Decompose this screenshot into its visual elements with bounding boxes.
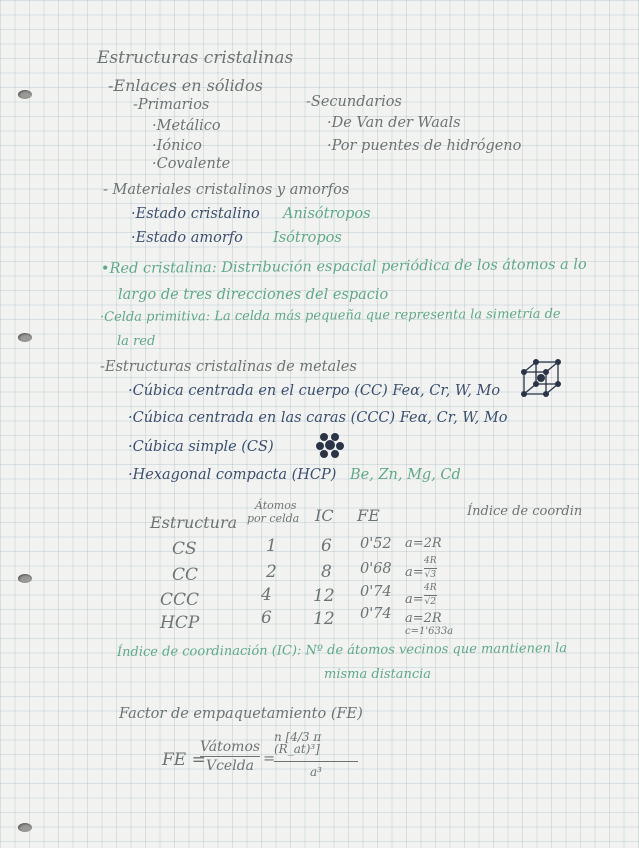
table-cell-atomos: 6	[261, 608, 272, 628]
table-cell-ic: 8	[321, 562, 332, 582]
hcp-item: ·Hexagonal compacta (HCP)	[128, 467, 337, 483]
table-cell-fe: 0'52	[360, 536, 392, 552]
table-header-estructura: Estructura	[150, 513, 238, 532]
table-cell-c: c=1'633a	[405, 626, 454, 637]
red-cristalina-line2: largo de tres direcciones del espacio	[118, 287, 389, 303]
enlaces-heading: -Enlaces en sólidos	[108, 76, 263, 95]
table-header-fe: FE	[357, 506, 380, 525]
ccc-item: ·Cúbica centrada en las caras (CCC) Feα, Cr, W, Mo	[128, 410, 508, 426]
fraction-denominator: √3	[424, 570, 436, 580]
formula-equals: =	[263, 751, 276, 767]
table-cell-a: a=2R	[405, 536, 442, 551]
table-cell-estructura: CC	[172, 565, 199, 585]
table-cell-atomos: 1	[266, 536, 277, 556]
bcc-cube-drawing	[520, 358, 564, 398]
punch-hole	[18, 574, 32, 583]
estado-amorfo-label: ·Estado amorfo	[131, 230, 243, 246]
fraction-numerator: Vátomos	[199, 739, 261, 755]
table-cell-fe: 0'74	[360, 584, 392, 600]
cc-item: ·Cúbica centrada en el cuerpo (CC) Feα, Cr, W, Mo	[128, 383, 501, 399]
anisotropos-note: Anisótropos	[283, 206, 371, 222]
fraction-denominator: Vcelda	[205, 758, 255, 774]
cs-item: ·Cúbica simple (CS)	[128, 439, 274, 455]
formula-lhs: FE =	[162, 750, 206, 770]
page-title: Estructuras cristalinas	[97, 48, 294, 68]
table-cell-atomos: 2	[266, 562, 277, 582]
punch-hole	[18, 90, 32, 99]
fraction-numerator: 4R	[424, 556, 437, 566]
red-cristalina-line1: •Red cristalina: Distribución espacial periódica de los átomos a lo	[100, 256, 587, 277]
van-der-waals-item: ·De Van der Waals	[327, 115, 461, 131]
fraction-numerator: n [4/3 π (R_at)³]	[274, 730, 322, 756]
table-cell-ic: 12	[313, 609, 335, 629]
table-header-atomos: Átomos	[255, 499, 297, 512]
celda-primitiva-line2: la red	[117, 334, 156, 349]
table-cell-fe: 0'68	[360, 561, 392, 577]
metalico-item: ·Metálico	[152, 118, 221, 134]
table-cell-estructura: CS	[172, 539, 197, 559]
table-cell-estructura: HCP	[160, 613, 200, 633]
fraction-numerator: 4R	[424, 583, 437, 593]
table-cell-ic: 12	[313, 586, 335, 606]
table-cell-a-fraction	[424, 557, 437, 580]
table-header-indice: Índice de coordin	[467, 504, 583, 519]
table-cell-a: a=	[405, 565, 424, 580]
formula-fraction-volumes	[200, 740, 260, 773]
table-cell-a-fraction	[424, 584, 437, 607]
table-cell-estructura: CCC	[160, 590, 200, 610]
isotropos-note: Isótropos	[273, 230, 342, 246]
estado-cristalino-label: ·Estado cristalino	[131, 206, 260, 222]
metales-heading: -Estructuras cristalinas de metales	[100, 359, 357, 375]
simple-cubic-atoms-drawing	[316, 431, 344, 459]
fraction-denominator: √2	[424, 597, 436, 607]
covalente-item: ·Covalente	[152, 156, 231, 172]
materiales-heading: - Materiales cristalinos y amorfos	[103, 182, 350, 198]
table-cell-atomos: 4	[261, 585, 272, 605]
punch-hole	[18, 823, 32, 832]
table-cell-fe: 0'74	[360, 606, 392, 622]
table-cell-a: a=	[405, 592, 424, 607]
celda-primitiva-line1: ·Celda primitiva: La celda más pequeña que representa la simetría de	[99, 306, 561, 325]
table-cell-a: a=2R	[405, 611, 442, 626]
indice-coordinacion-line2: misma distancia	[324, 667, 432, 682]
table-header-ic: IC	[315, 506, 334, 525]
secundarios-label: -Secundarios	[306, 94, 402, 110]
punch-hole	[18, 333, 32, 342]
puentes-hidrogeno-item: ·Por puentes de hidrógeno	[327, 138, 522, 154]
indice-coordinacion-line1: Índice de coordinación (IC): Nº de átomos vecinos que mantienen la	[116, 641, 568, 660]
formula-fraction-packing	[274, 731, 358, 778]
primarios-label: -Primarios	[133, 97, 210, 113]
ionico-item: ·Iónico	[152, 138, 202, 154]
fraction-denominator: a³	[310, 765, 322, 779]
factor-empaquetamiento-heading: Factor de empaquetamiento (FE)	[119, 706, 363, 722]
table-cell-ic: 6	[321, 536, 332, 556]
table-header-por-celda: por celda	[247, 512, 300, 525]
hcp-elements: Be, Zn, Mg, Cd	[350, 467, 461, 483]
